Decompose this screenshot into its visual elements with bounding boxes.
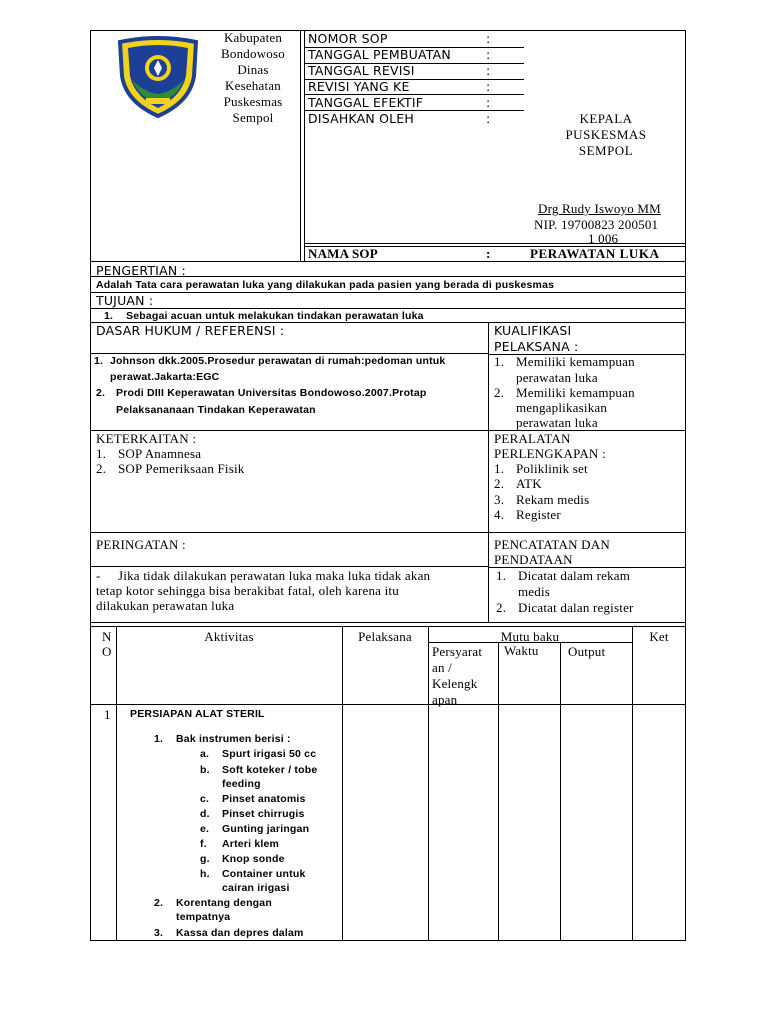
substep-num: g.: [200, 853, 210, 865]
header-divider: [300, 30, 301, 261]
substep-text: Pinset chirrugis: [222, 808, 305, 820]
peralatan-num: 3.: [494, 492, 505, 507]
pencatatan-num: 1.: [496, 568, 507, 583]
field-tanggal-revisi: TANGGAL REVISI: [308, 63, 415, 78]
approver-name: Drg Rudy Iswoyo MM: [538, 201, 661, 216]
pencatatan-item-cont: medis: [518, 584, 551, 599]
ref-item: Prodi DIII Keperawatan Universitas Bondowoso.2007.Protap: [116, 387, 427, 399]
col-output: Output: [568, 644, 606, 659]
org-line: Dinas: [237, 62, 269, 77]
kualifikasi-label-2: PELAKSANA :: [494, 339, 579, 354]
pencatatan-label: PENCATATAN DAN: [494, 537, 610, 552]
kualifikasi-num: 1.: [494, 354, 505, 369]
peringatan-label: PERINGATAN :: [96, 537, 186, 552]
approver-title-line: PUSKESMAS: [565, 127, 647, 142]
table-col-line: [498, 642, 499, 941]
pencatatan-num: 2.: [496, 600, 507, 615]
kualifikasi-label: KUALIFIKASI: [494, 323, 572, 338]
peralatan-item: Register: [516, 507, 561, 522]
field-revisi-ke: REVISI YANG KE: [308, 79, 410, 94]
substep-text: Arteri klem: [222, 838, 280, 850]
keterkaitan-label: KETERKAITAN :: [96, 431, 197, 446]
peralatan-item: ATK: [516, 476, 542, 491]
tujuan-text: Sebagai acuan untuk melakukan tindakan perawatan luka: [126, 310, 424, 322]
substep-text: Spurt irigasi 50 cc: [222, 748, 317, 760]
keterkaitan-item: SOP Anamnesa: [118, 446, 202, 461]
ref-num: 2.: [96, 387, 106, 399]
step-text: Bak instrumen berisi :: [176, 733, 291, 745]
substep-num: d.: [200, 808, 210, 820]
table-col-line: [560, 642, 561, 941]
kualifikasi-item: Memiliki kemampuan: [516, 385, 635, 400]
substep-num: h.: [200, 868, 210, 880]
substep-text: Knop sonde: [222, 853, 285, 865]
keterkaitan-item: SOP Pemeriksaan Fisik: [118, 461, 245, 476]
organization-name: [210, 30, 296, 126]
pencatatan-item: Dicatat dalan register: [518, 600, 634, 615]
row-line: [90, 622, 686, 623]
col-mutu-baku: Mutu baku: [500, 629, 560, 644]
substep-num: e.: [200, 823, 210, 835]
substep-num: a.: [200, 748, 210, 760]
approver-title: [526, 111, 686, 159]
row-line: [90, 292, 686, 293]
pengertian-label: PENGERTIAN :: [96, 263, 186, 278]
approver-nip-cont: 1 006: [588, 231, 619, 246]
col-aktivitas: Aktivitas: [204, 629, 254, 644]
keterkaitan-num: 2.: [96, 461, 107, 476]
row-line: [90, 704, 686, 705]
substep-text: Pinset anatomis: [222, 793, 306, 805]
kualifikasi-item-cont: perawatan luka: [516, 415, 598, 430]
sop-name-value: PERAWATAN LUKA: [530, 246, 660, 261]
row-line: [90, 532, 686, 533]
field-disahkan-oleh: DISAHKAN OLEH: [308, 111, 414, 126]
ref-item-cont: Pelaksananaan Tindakan Keperawatan: [116, 404, 316, 416]
peringatan-bullet: -: [96, 568, 101, 583]
peralatan-num: 1.: [494, 461, 505, 476]
sop-document: [90, 30, 686, 941]
puskesmas-logo: [112, 36, 204, 118]
table-col-line: [428, 626, 429, 941]
document-frame: [90, 30, 686, 941]
step-num: 2.: [154, 897, 164, 909]
row-line: [90, 626, 686, 627]
ref-item: Johnson dkk.2005.Prosedur perawatan di rumah:pedoman untuk: [110, 355, 446, 367]
approver-title-line: SEMPOL: [578, 143, 634, 158]
col-no-cont: O: [102, 644, 112, 659]
col-persyaratan: [432, 644, 482, 708]
field-sep: :: [486, 31, 491, 46]
kualifikasi-num: 2.: [494, 385, 505, 400]
col-persyaratan-line: Kelengk: [432, 676, 478, 691]
col-persyaratan-line: Persyarat: [432, 644, 483, 659]
substep-text: Soft koteker / tobe: [222, 764, 318, 776]
field-tanggal-pembuatan: TANGGAL PEMBUATAN: [308, 47, 451, 62]
step-num: 1.: [154, 733, 164, 745]
org-line: Puskesmas: [223, 94, 283, 109]
org-line: Kesehatan: [225, 78, 281, 93]
col-ket: Ket: [649, 629, 669, 644]
step-text: Kassa dan depres dalam: [176, 927, 304, 939]
col-waktu: Waktu: [504, 643, 539, 658]
table-col-line: [116, 626, 117, 941]
sop-name-sep: :: [486, 246, 491, 261]
org-line: Kabupaten: [223, 30, 283, 45]
field-sep: :: [486, 111, 491, 126]
substep-text-cont: feeding: [222, 778, 261, 790]
row-title: PERSIAPAN ALAT STERIL: [130, 708, 265, 720]
dasar-hukum-label: DASAR HUKUM / REFERENSI :: [96, 323, 285, 338]
sop-name-label: NAMA SOP: [308, 246, 378, 261]
ref-item-cont: perawat.Jakarta:EGC: [110, 371, 220, 383]
field-sep: :: [486, 47, 491, 62]
field-sep: :: [486, 95, 491, 110]
kualifikasi-item-cont: mengaplikasikan: [516, 400, 608, 415]
header-divider-inner: [304, 30, 305, 261]
peringatan-text-cont: tetap kotor sehingga bisa berakibat fatal, oleh karena itu: [96, 583, 399, 598]
peralatan-label: PERALATAN: [494, 431, 571, 446]
substep-num: c.: [200, 793, 210, 805]
row-line: [90, 566, 488, 567]
col-persyaratan-line: an /: [432, 660, 452, 675]
substep-num: f.: [200, 838, 207, 850]
step-text: Korentang dengan: [176, 897, 272, 909]
row-line: [304, 243, 686, 244]
peralatan-item: Rekam medis: [516, 492, 590, 507]
pencatatan-item: Dicatat dalam rekam: [518, 568, 631, 583]
step-text-cont: tempatnya: [176, 911, 231, 923]
row-line: [90, 276, 686, 277]
step-num: 3.: [154, 927, 164, 939]
col-pelaksana: Pelaksana: [358, 629, 412, 644]
kualifikasi-item-cont: perawatan luka: [516, 370, 598, 385]
peralatan-num: 4.: [494, 507, 505, 522]
peringatan-text-cont: dilakukan perawatan luka: [96, 598, 235, 613]
col-no: N: [102, 629, 112, 644]
ref-num: 1.: [94, 355, 104, 367]
substep-text-cont: cairan irigasi: [222, 882, 290, 894]
substep-text: Container untuk: [222, 868, 306, 880]
org-line: Sempol: [232, 110, 274, 125]
field-tanggal-efektif: TANGGAL EFEKTIF: [308, 95, 424, 110]
field-sep: :: [486, 63, 491, 78]
kualifikasi-item: Memiliki kemampuan: [516, 354, 635, 369]
row-number: 1: [104, 707, 111, 722]
substep-text: Gunting jaringan: [222, 823, 310, 835]
peralatan-label-2: PERLENGKAPAN :: [494, 446, 606, 461]
tujuan-label: TUJUAN :: [96, 293, 154, 308]
tujuan-num: 1.: [104, 310, 114, 322]
row-line: [486, 47, 524, 48]
col-persyaratan-line: apan: [432, 692, 458, 707]
table-col-line: [632, 626, 633, 941]
peringatan-text: Jika tidak dilakukan perawatan luka maka luka tidak akan: [118, 568, 431, 583]
field-nomor-sop: NOMOR SOP: [308, 31, 388, 46]
substep-num: b.: [200, 764, 210, 776]
approver-nip: NIP. 19700823 200501: [534, 217, 659, 232]
approver-title-line: KEPALA: [579, 111, 633, 126]
pencatatan-label-2: PENDATAAN: [494, 552, 573, 567]
pengertian-text: Adalah Tata cara perawatan luka yang dilakukan pada pasien yang berada di puskesmas: [96, 279, 555, 291]
peralatan-num: 2.: [494, 476, 505, 491]
keterkaitan-num: 1.: [96, 446, 107, 461]
org-line: Bondowoso: [221, 46, 285, 61]
table-col-line: [342, 626, 343, 941]
peralatan-item: Poliklinik set: [516, 461, 588, 476]
column-divider: [488, 322, 489, 622]
field-sep: :: [486, 79, 491, 94]
